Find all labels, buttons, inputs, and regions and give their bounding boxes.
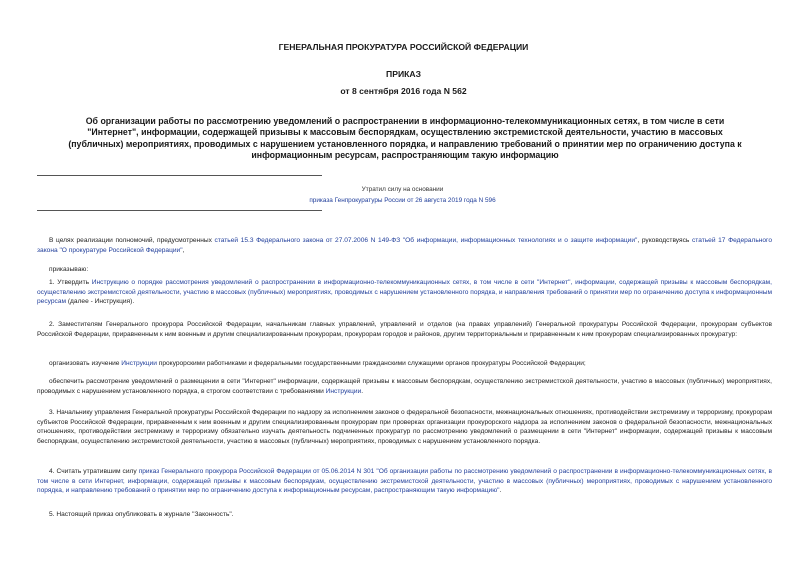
intro-text-2: , руководствуясь <box>637 237 692 244</box>
repeal-order-link[interactable]: приказа Генпрокуратуры России от 26 августа 2019 года N 596 <box>309 197 496 204</box>
org-heading: ГЕНЕРАЛЬНАЯ ПРОКУРАТУРА РОССИЙСКОЙ ФЕДЕРАЦИИ <box>278 42 529 52</box>
doc-date-heading: от 8 сентября 2016 года N 562 <box>340 86 467 96</box>
p2a-text-1: организовать изучение <box>49 360 122 367</box>
instruction-link-2[interactable]: Инструкции <box>121 360 157 367</box>
paragraph-2a <box>37 359 772 369</box>
paragraph-1 <box>37 278 772 307</box>
p1-text-2: (далее - Инструкция). <box>66 298 135 306</box>
p2b-text-2: . <box>361 387 364 395</box>
p4-text-1: 4. Считать утратившим силу <box>49 468 139 475</box>
divider-bottom <box>37 210 322 211</box>
doc-type-heading: ПРИКАЗ <box>386 69 421 79</box>
instruction-link[interactable]: Инструкцию о порядке рассмотрения уведомлений о распространении в информационно-телекоммуникационных сетях, в том числе в сети "Интернет", информации, содержащей призывы к массовым беспорядкам, осуществлению экстремистской деятельности, участию в массовых (публичных) мероприятиях, проводимых с нарушением установленного порядка, и направления требований о принятии мер по ограничению доступа к информационным ресурсам <box>37 279 772 306</box>
p2b-text-1: обеспечить рассмотрение уведомлений о размещении в сети "Интернет" информации, содержащей призывы к массовым беспорядкам, осуществлению экстремистской деятельности, участию в массовых (публичных) мероприятиях, проводимых с нарушением установленного порядка, в строгом соответствии с требованиями <box>37 378 772 395</box>
order-word <box>37 265 772 275</box>
p2a-text-2: прокурорскими работниками и федеральными государственными гражданскими служащими органов прокуратуры Российской Федерации; <box>156 360 586 367</box>
paragraph-2b <box>37 377 772 396</box>
intro-text-1: В целях реализации полномочий, предусмотренных <box>49 237 215 244</box>
law-149-link[interactable]: статьей 15.3 Федерального закона от 27.07.2006 N 149-ФЗ "Об информации, информационных технологиях и о защите информации" <box>214 237 638 244</box>
prosecution-law-link[interactable]: статьей 17 Федерального закона "О прокуратуре Российской Федерации" <box>37 237 772 254</box>
order-word-text: приказываю: <box>49 266 89 273</box>
p3-text: 3. Начальнику управления Генеральной прокуратуры Российской Федерации по надзору за исполнением законов о федеральной безопасности, межнациональных отношениях, противодействии экстремизму и терроризму, прокурорам субъектов Российской Федерации, приравненным к ним военным и другим специализированным прокурорам при проверках организации прокурорского надзора за исполнением законов о федеральной безопасности, межнациональных отношениях, противодействии экстремизму и терроризму обязательно изучать деятельность подчиненных прокуратур по рассмотрению уведомлений о размещении в сети "Интернет" информации, содержащей призывы к массовым беспорядкам, осуществлению экстремистской деятельности, участию в массовых (публичных) мероприятиях, проводимых с нарушением установленного порядка. <box>37 409 772 445</box>
divider-top <box>37 175 322 176</box>
status-note-link-line <box>40 196 765 206</box>
status-note-line: Утратил силу на основании <box>361 186 444 193</box>
instruction-link-3[interactable]: Инструкции <box>325 387 362 395</box>
paragraph-3 <box>37 408 772 446</box>
intro-text-3: , <box>182 246 185 254</box>
p4-text-2: . <box>499 487 502 495</box>
paragraph-4 <box>37 467 772 496</box>
p5-text: 5. Настоящий приказ опубликовать в журнале "Законность". <box>49 511 234 518</box>
order-301-link[interactable]: приказ Генерального прокурора Российской Федерации от 05.06.2014 N 301 "Об организации работы по рассмотрению уведомлений о распространении в информационно-телекоммуникационных сетях, в том числе в сети Интернет, информации, содержащей призывы к массовым беспорядкам, осуществлению экстремистской деятельности, участию в массовых (публичных) мероприятиях, проводимых с нарушением установленного порядка, и направлению требований о принятии мер по ограничению доступа к информационным ресурсам, распространяющим такую информацию" <box>37 468 773 495</box>
paragraph-2 <box>37 320 772 339</box>
p1-text-1: 1. Утвердить <box>49 279 92 286</box>
p2-text: 2. Заместителям Генерального прокурора Российской Федерации, начальникам главных управлений, управлений и отделов (на правах управлений) Генеральной прокуратуры Российской Федерации, прокурорам субъектов Российской Федерации, приравненным к ним военным и другим специализированным прокурорам, прокурорам городов и районов, другим территориальным и приравненным к ним прокурорам специализированных прокуратур: <box>37 321 772 338</box>
document-title: Об организации работы по рассмотрению уведомлений о распространении в информационно-телекоммуникационных сетях, в том числе в сети "Интернет", информации, содержащей призывы к массовым беспорядкам, осуществлению экстремистской деятельности, участию в массовых (публичных) мероприятиях, проводимых с нарушением установленного порядка, и направлению требований о принятии мер по ограничению доступа к информационным ресурсам, распространяющим такую информацию <box>68 116 742 161</box>
intro-paragraph <box>37 236 772 255</box>
paragraph-5 <box>37 510 772 520</box>
